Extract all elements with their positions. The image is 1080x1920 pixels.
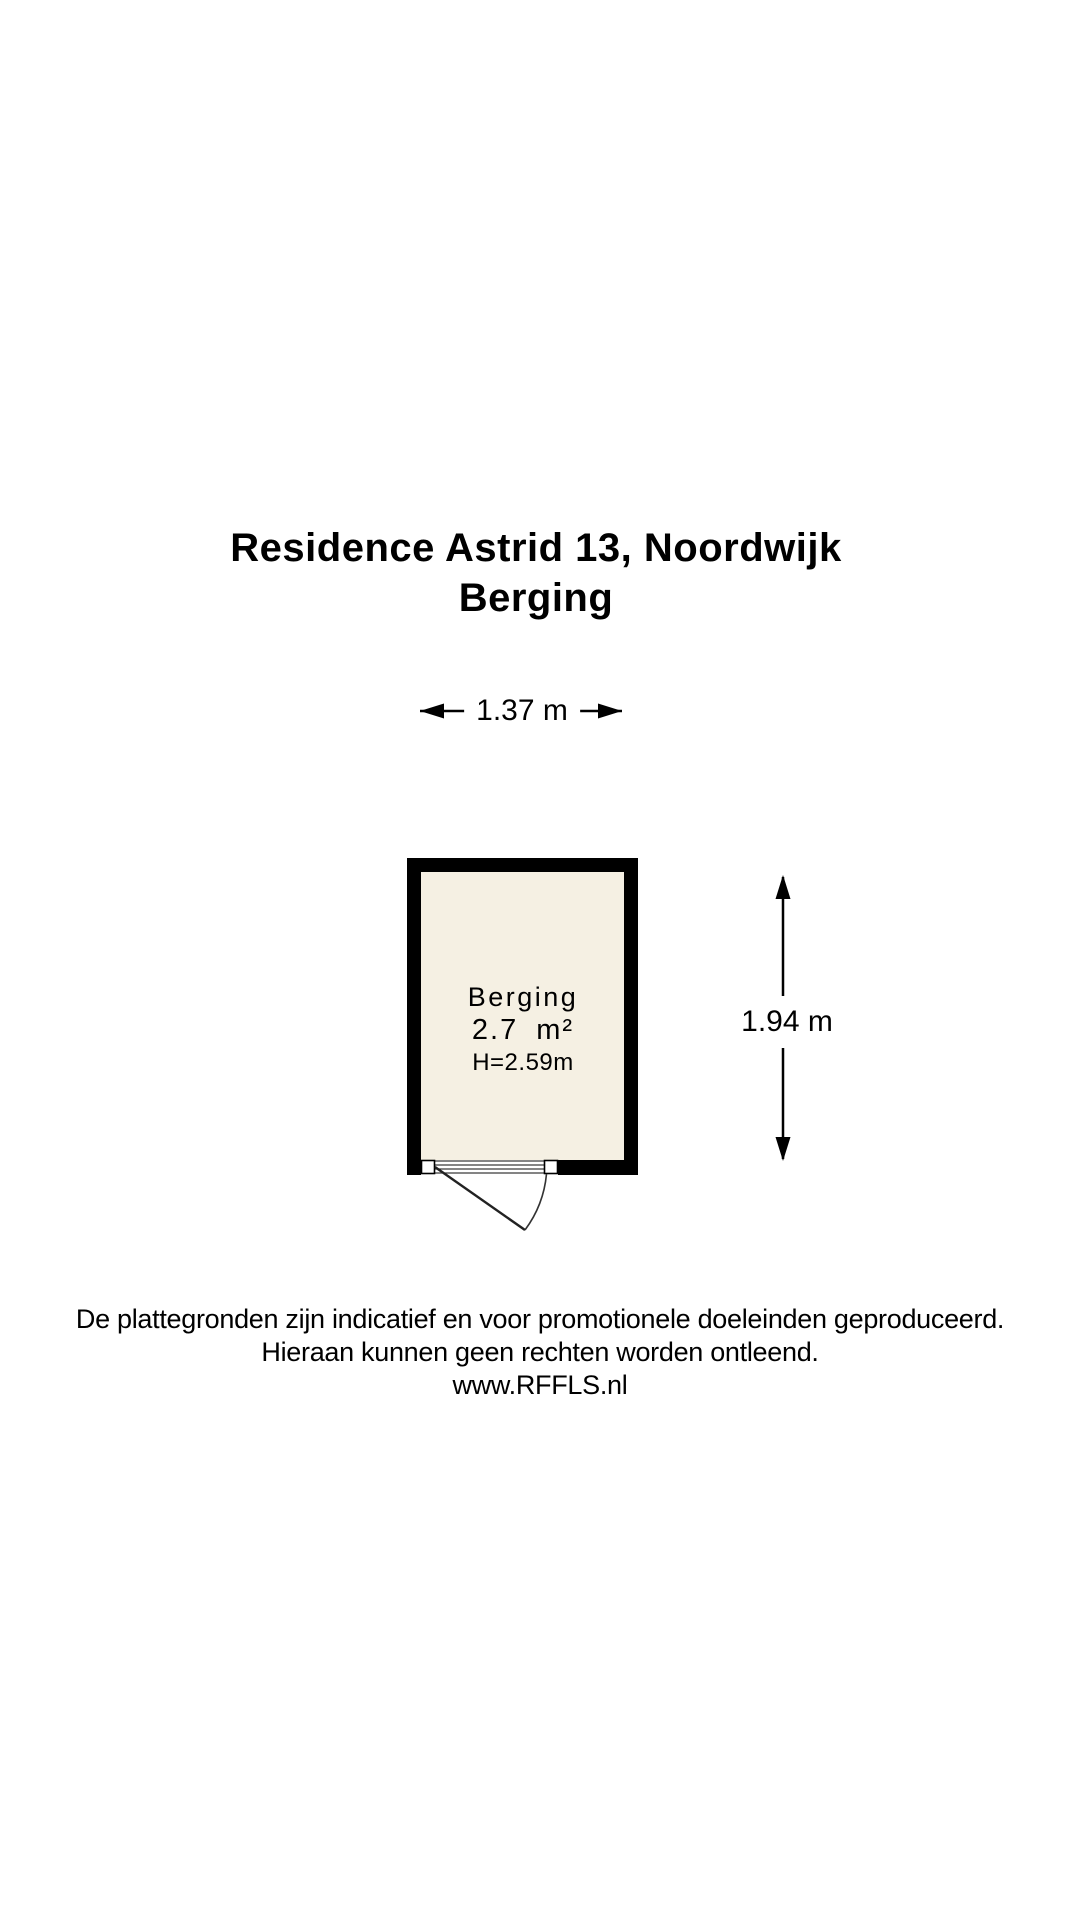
title-address: Residence Astrid 13, Noordwijk [230,526,842,570]
height-dimension-arrow-up [776,875,791,899]
disclaimer-line-1: De plattegronden zijn indicatief en voor promotionele doeleinden geproduceerd. [75,1304,1005,1334]
disclaimer-line-2: Hieraan kunnen geen rechten worden ontleend. [261,1337,819,1367]
width-dimension-arrow-left [420,704,444,719]
height-dimension-arrow-down [776,1137,791,1161]
room-ceiling-height-label: H=2.59m [472,1049,574,1076]
room-name-label: Berging [467,982,579,1012]
title-room-type: Berging [458,576,614,620]
height-dimension-label: 1.94 m [731,996,843,1048]
disclaimer-website: www.RFFLS.nl [452,1370,628,1400]
room-labels [468,981,579,1079]
width-dimension-label: 1.37 m [464,693,580,729]
room-area-label: 2.7 m² [471,1014,575,1046]
disclaimer [0,1303,1080,1402]
door-swing-arc [525,1174,547,1230]
width-dimension-arrow-right [598,704,622,719]
door-right-jamb [545,1161,558,1174]
door-leaf [435,1167,525,1230]
door-left-jamb [422,1161,435,1174]
